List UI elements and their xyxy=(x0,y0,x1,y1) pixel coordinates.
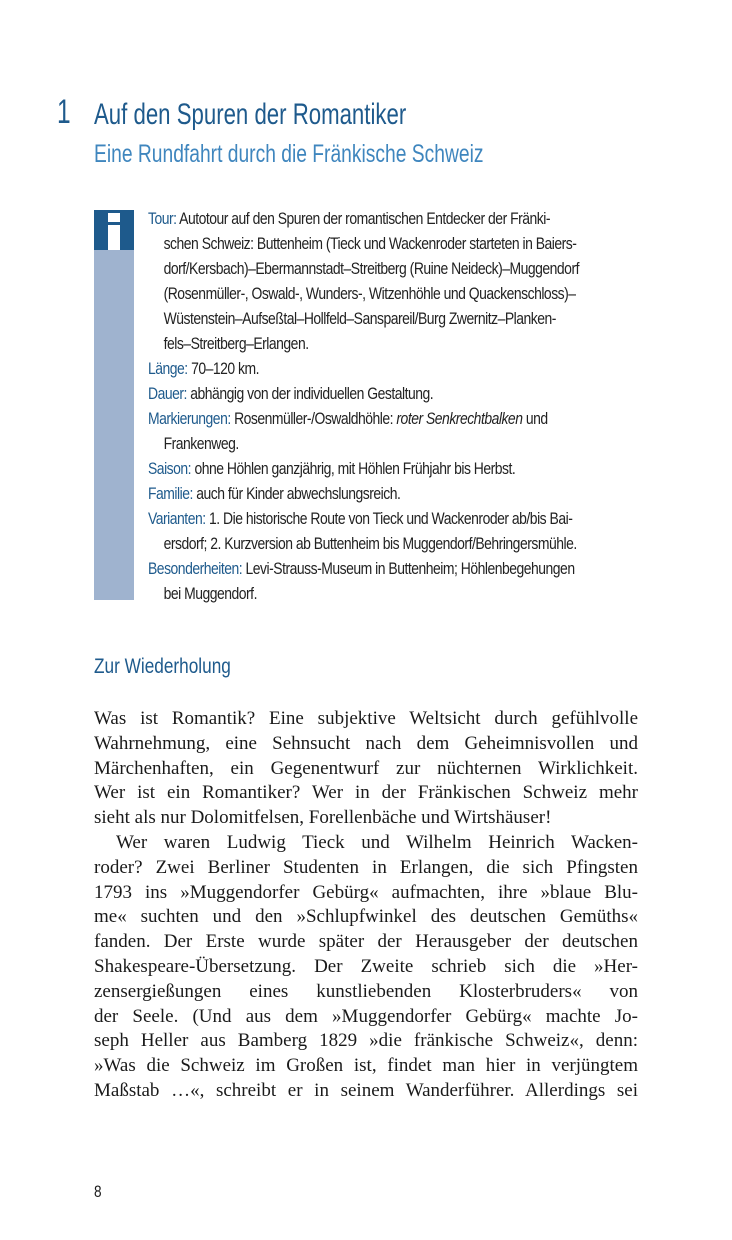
info-saison-text: ohne Höhlen ganzjährig, mit Höhlen Frühjahr bis Herbst. xyxy=(191,459,516,478)
info-tour-line: Wüstenstein–Aufseßtal–Hollfeld–Sanspareil/Burg Zwernitz–Planken- xyxy=(163,309,556,328)
body-line: Was ist Romantik? Eine subjektive Weltsicht durch gefühlvolle xyxy=(94,708,638,729)
info-markierungen-text: Rosenmüller-/Oswaldhöhle: xyxy=(230,409,397,428)
info-dauer-line xyxy=(148,381,550,406)
info-laenge-line xyxy=(148,356,550,381)
chapter-title: Auf den Spuren der Romantiker xyxy=(94,98,407,131)
section-heading: Zur Wiederholung xyxy=(94,655,231,678)
body-text xyxy=(94,707,638,1104)
info-familie-line xyxy=(148,481,550,506)
body-line: fanden. Der Erste wurde später der Herausgeber der deutschen xyxy=(94,931,638,953)
body-line: Wahrnehmung, eine Sehnsucht nach dem Geheimnisvollen und xyxy=(94,732,638,754)
info-tour-text: Autotour auf den Spuren der romantischen Entdecker der Fränki- xyxy=(176,209,551,228)
info-besonderheiten-line xyxy=(148,556,575,581)
info-markierungen-text-after: und xyxy=(522,409,548,428)
body-line: zensergießungen eines kunstliebenden Klosterbruders« von xyxy=(94,980,638,1002)
info-tour-line: dorf/Kersbach)–Ebermannstadt–Streitberg (Ruine Neideck)–Muggendorf xyxy=(163,259,579,278)
info-tour-line: schen Schweiz: Buttenheim (Tieck und Wackenroder starteten in Baiers- xyxy=(163,234,577,253)
chapter-subtitle: Eine Rundfahrt durch die Fränkische Schweiz xyxy=(94,140,484,168)
body-line: roder? Zwei Berliner Studenten in Erlangen, die sich Pfingsten xyxy=(94,856,638,878)
body-line: »Was die Schweiz im Großen ist, findet man hier in verjüngtem xyxy=(94,1055,638,1077)
info-varianten-line xyxy=(148,506,573,531)
body-line: sieht als nur Dolomitfelsen, Forellenbäche und Wirtshäuser! xyxy=(94,807,552,829)
info-dauer-text: abhängig von der individuellen Gestaltung. xyxy=(186,384,434,403)
page-number: 8 xyxy=(94,1182,102,1201)
info-tour-line xyxy=(148,206,550,231)
info-laenge-text: 70–120 km. xyxy=(187,359,260,378)
info-label-familie: Familie: xyxy=(148,484,193,503)
info-familie-text: auch für Kinder abwechslungsreich. xyxy=(192,484,401,503)
info-varianten-text: 1. Die historische Route von Tieck und Wackenroder ab/bis Bai- xyxy=(205,509,573,528)
info-saison-line xyxy=(148,456,550,481)
info-icon xyxy=(94,210,134,250)
info-label-laenge: Länge: xyxy=(148,359,188,378)
body-line: me« suchten und den »Schlupfwinkel des deutschen Gemüths« xyxy=(94,906,638,928)
info-label-tour: Tour: xyxy=(148,209,177,228)
info-label-varianten: Varianten: xyxy=(148,509,206,528)
info-markierungen-line xyxy=(148,406,550,431)
body-line: Wer ist ein Romantiker? Wer in der Fränkischen Schweiz mehr xyxy=(94,782,638,804)
body-line: seph Heller aus Bamberg 1829 »die fränkische Schweiz«, denn: xyxy=(94,1030,638,1052)
info-markierungen-emphasis: roter Senkrechtbalken xyxy=(396,409,523,428)
info-box-sidebar xyxy=(94,210,134,600)
info-label-saison: Saison: xyxy=(148,459,192,478)
info-tour-line: (Rosenmüller-, Oswald-, Wunders-, Witzenhöhle und Quackenschloss)– xyxy=(163,284,576,303)
info-tour-line: fels–Streitberg–Erlangen. xyxy=(163,334,309,353)
body-line: der Seele. (Und aus dem »Muggendorfer Gebürg« machte Jo- xyxy=(94,1005,638,1027)
body-line: Wer waren Ludwig Tieck und Wilhelm Heinrich Wacken- xyxy=(116,831,638,853)
body-line: 1793 ins »Muggendorfer Gebürg« aufmachten, ihre »blaue Blu- xyxy=(94,881,638,903)
info-box-text xyxy=(148,206,638,606)
info-label-dauer: Dauer: xyxy=(148,384,187,403)
info-markierungen-line: Frankenweg. xyxy=(163,434,239,453)
body-line: Maßstab …«, schreibt er in seinem Wanderführer. Allerdings sei xyxy=(94,1079,638,1101)
info-varianten-line: ersdorf; 2. Kurzversion ab Buttenheim bis Muggendorf/Behringersmühle. xyxy=(163,534,577,553)
info-icon-dot xyxy=(108,213,120,222)
info-besonderheiten-line: bei Muggendorf. xyxy=(163,584,257,603)
info-label-markierungen: Markierungen: xyxy=(148,409,231,428)
info-besonderheiten-text: Levi-Strauss-Museum in Buttenheim; Höhlenbegehungen xyxy=(242,559,575,578)
body-line: Märchenhaften, ein Gegenentwurf zur nüchternen Wirklichkeit. xyxy=(94,757,638,779)
info-icon-stem xyxy=(108,225,120,250)
chapter-number: 1 xyxy=(57,93,71,131)
body-line: Shakespeare-Übersetzung. Der Zweite schrieb sich die »Her- xyxy=(94,955,638,977)
info-label-besonderheiten: Besonderheiten: xyxy=(148,559,243,578)
